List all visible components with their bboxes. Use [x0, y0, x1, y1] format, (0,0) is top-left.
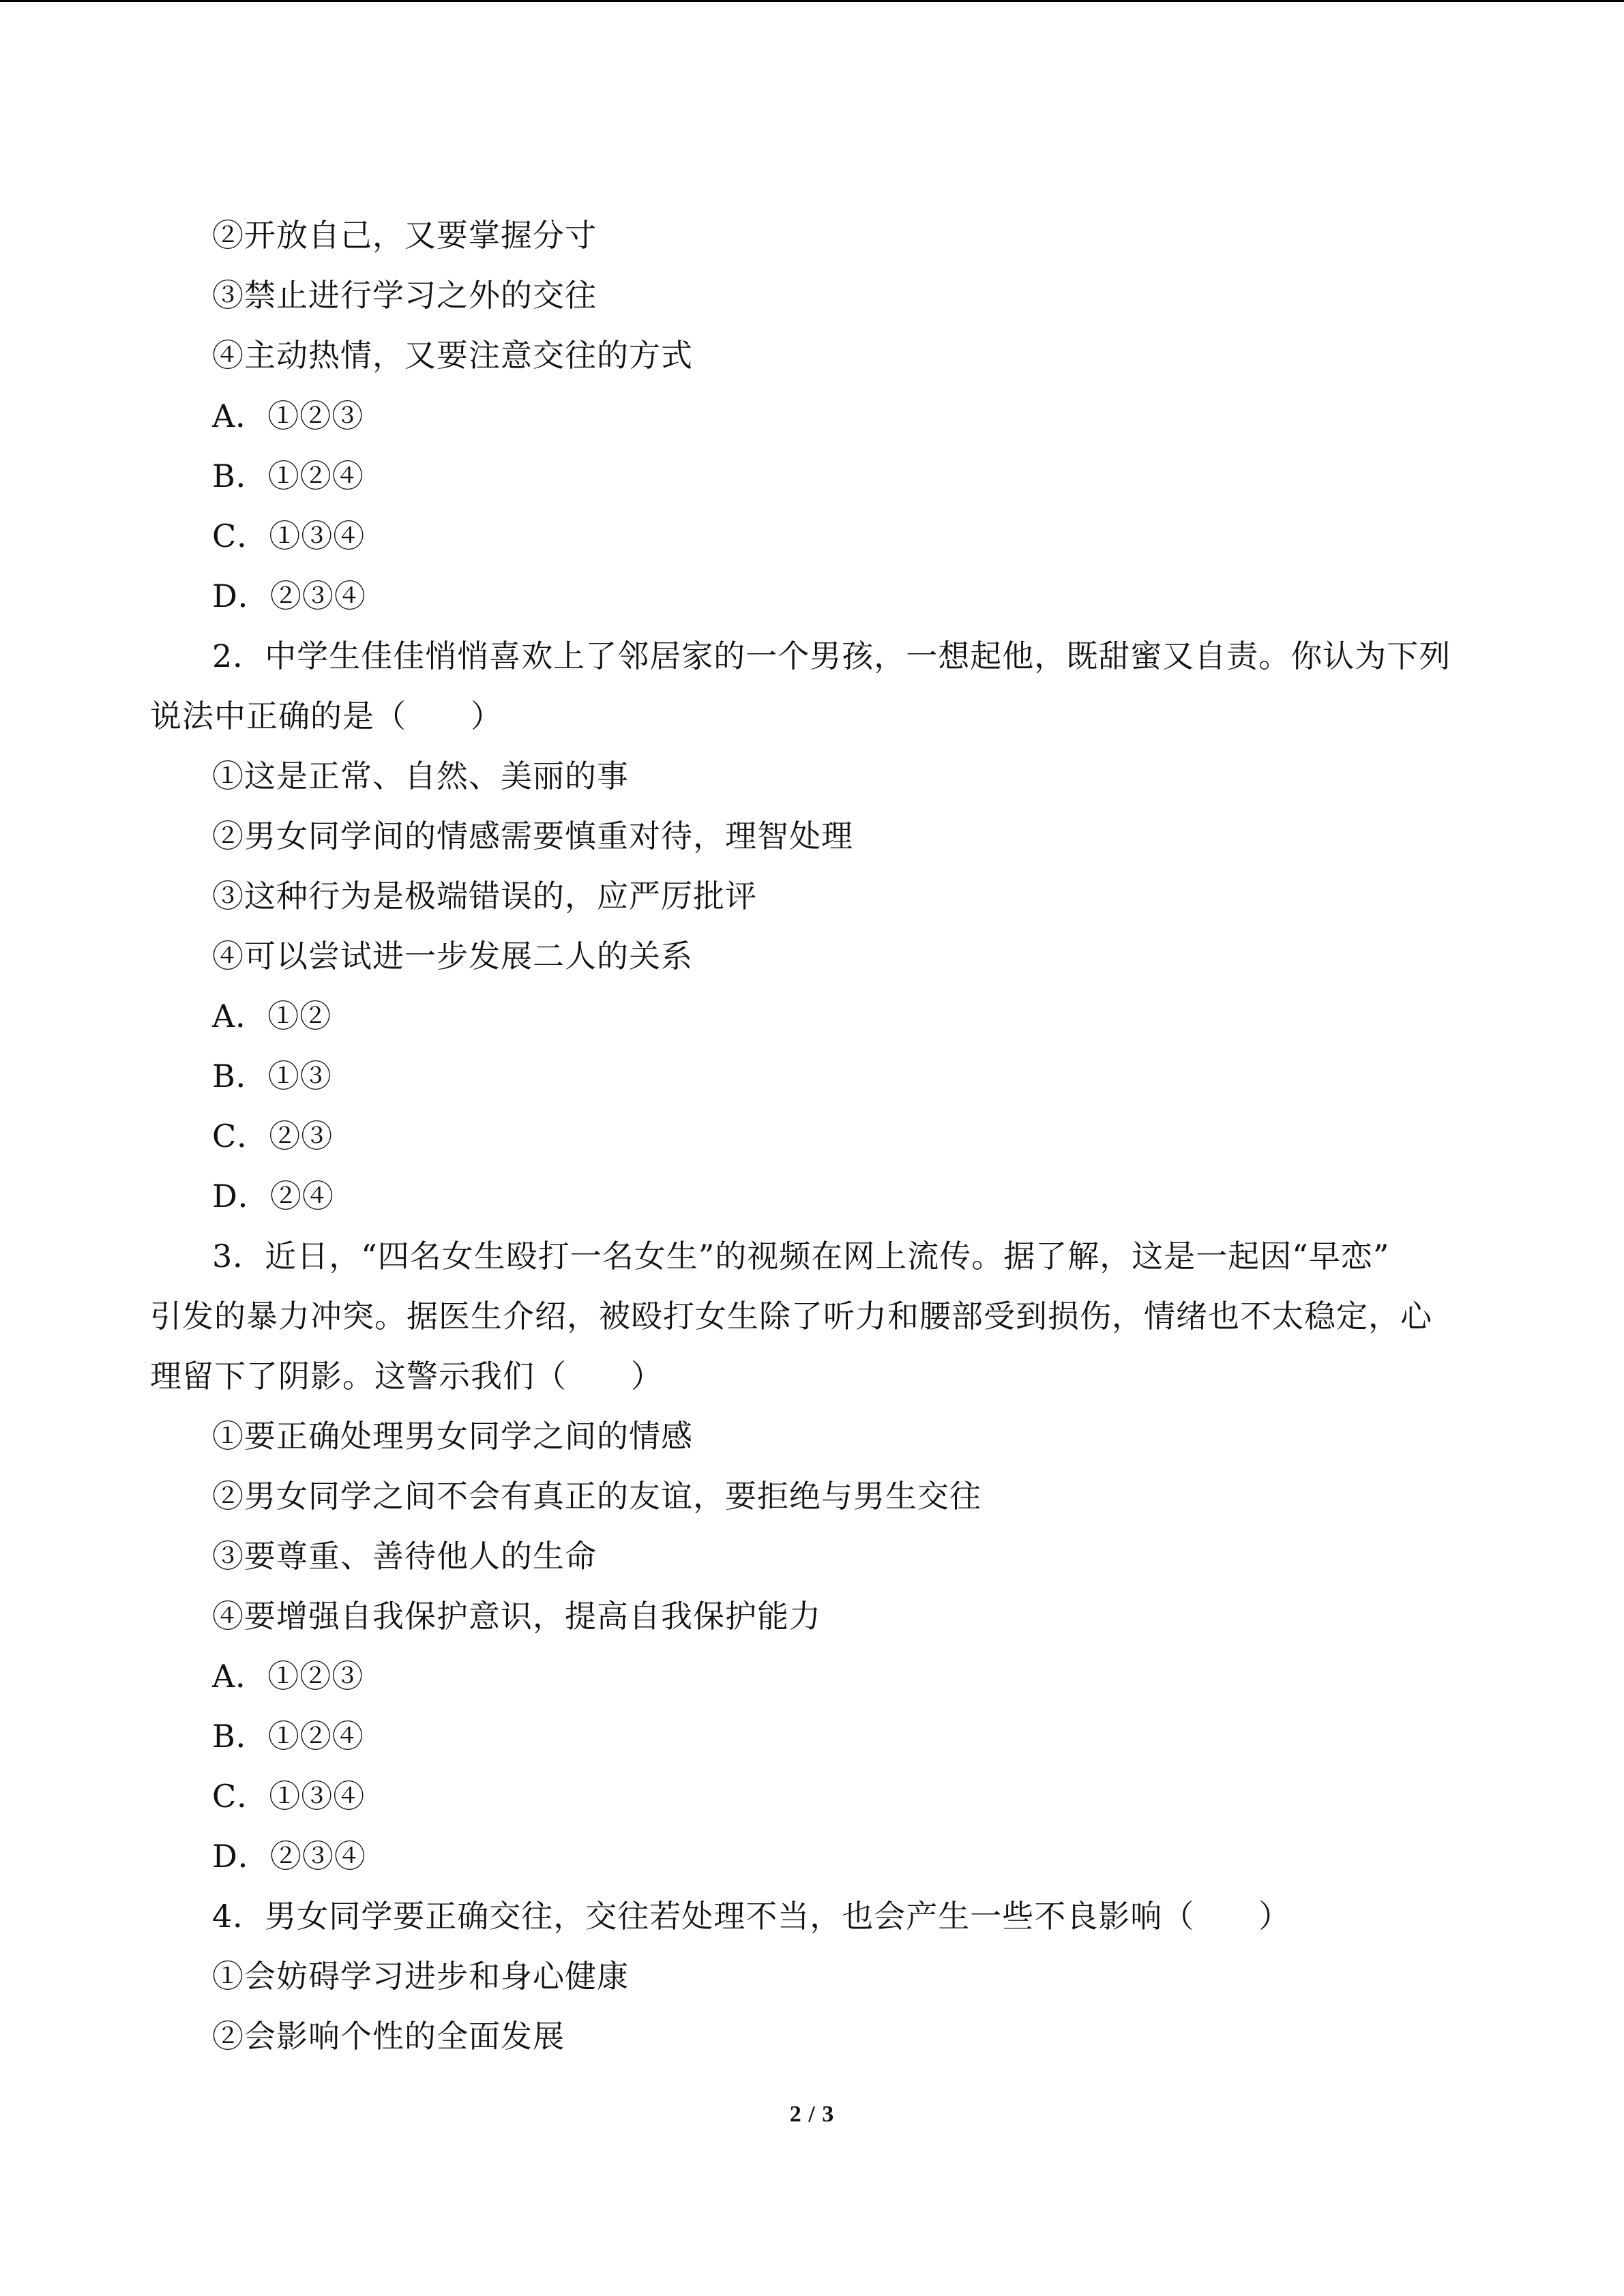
answer-choice: B．①③ — [212, 1058, 332, 1094]
answer-choice: C．①③④ — [212, 1778, 366, 1815]
option-line: ④可以尝试进一步发展二人的关系 — [212, 938, 693, 974]
page-number: 2 / 3 — [789, 2102, 835, 2127]
question-text: 2．中学生佳佳悄悄喜欢上了邻居家的一个男孩，一想起他，既甜蜜又自责。你认为下列 — [212, 638, 1451, 674]
option-line: ①要正确处理男女同学之间的情感 — [212, 1418, 693, 1455]
answer-choice: A．①② — [212, 998, 332, 1034]
question-text: 引发的暴力冲突。据医生介绍，被殴打女生除了听力和腰部受到损伤，情绪也不太稳定，心 — [150, 1298, 1432, 1335]
option-line: ②开放自己，又要掌握分寸 — [212, 217, 597, 254]
answer-choice: D．②④ — [212, 1178, 334, 1214]
answer-choice: C．①③④ — [212, 518, 366, 554]
option-line: ②会影响个性的全面发展 — [212, 2018, 565, 2055]
answer-choice: B．①②④ — [212, 1718, 364, 1755]
option-line: ③这种行为是极端错误的，应严厉批评 — [212, 878, 757, 914]
option-line: ①这是正常、自然、美丽的事 — [212, 758, 629, 794]
option-line: ④主动热情，又要注意交往的方式 — [212, 337, 693, 374]
option-line: ③要尊重、善待他人的生命 — [212, 1538, 597, 1575]
question-text: 理留下了阴影。这警示我们（ ） — [150, 1358, 663, 1395]
answer-choice: A．①②③ — [212, 1658, 364, 1695]
option-line: ④要增强自我保护意识，提高自我保护能力 — [212, 1598, 821, 1635]
answer-choice: B．①②④ — [212, 458, 364, 494]
question-text: 4．男女同学要正确交往，交往若处理不当，也会产生一些不良影响（ ） — [212, 1898, 1291, 1935]
question-text: 说法中正确的是（ ） — [150, 698, 503, 734]
option-line: ③禁止进行学习之外的交往 — [212, 277, 597, 314]
option-line: ②男女同学之间不会有真正的友谊，要拒绝与男生交往 — [212, 1478, 981, 1515]
answer-choice: A．①②③ — [212, 398, 364, 434]
answer-choice: C．②③ — [212, 1118, 334, 1154]
option-line: ②男女同学间的情感需要慎重对待，理智处理 — [212, 818, 853, 854]
option-line: ①会妨碍学习进步和身心健康 — [212, 1958, 629, 1995]
question-text: 3．近日，“四名女生殴打一名女生”的视频在网上流传。据了解，这是一起因“早恋” — [212, 1238, 1390, 1274]
answer-choice: D．②③④ — [212, 578, 366, 614]
answer-choice: D．②③④ — [212, 1838, 366, 1875]
